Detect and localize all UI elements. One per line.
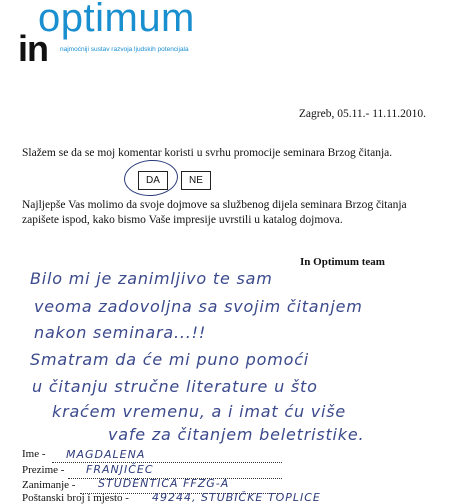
value-zanimanje[interactable]: STUDENTICA FFZG-A	[98, 477, 230, 490]
handwritten-line: kraćem vremenu, a i imat ću više	[52, 402, 347, 421]
label-ime: Ime -	[22, 448, 46, 460]
logo-word: optimum	[38, 0, 195, 40]
date-line: Zagreb, 05.11.- 11.11.2010.	[298, 108, 426, 120]
logo-prefix: in	[18, 28, 48, 69]
choice-no-box[interactable]: NE	[181, 171, 211, 190]
handwritten-line: vafe za čitanjem beletristike.	[108, 425, 365, 444]
handwritten-line: Bilo mi je zanimljivo te sam	[30, 269, 273, 288]
logo-tagline: najmoćniji sustav razvoja ljudskih potencijala	[60, 46, 189, 53]
value-prezime[interactable]: FRANJIČEC	[86, 463, 154, 476]
team-signature: In Optimum team	[300, 256, 385, 268]
handwritten-line: Smatram da će mi puno pomoći	[30, 350, 310, 369]
handwritten-line: nakon seminara...!!	[34, 323, 207, 342]
handwritten-line: veoma zadovoljna sa svojim čitanjem	[34, 297, 363, 316]
label-zanimanje: Zanimanje -	[22, 479, 76, 491]
consent-text: Slažem se da se moj komentar koristi u svrhu promocije seminara Brzog čitanja.	[22, 147, 393, 159]
value-ime[interactable]: MAGDALENA	[66, 448, 146, 461]
label-postanski: Poštanski broj i mjesto -	[22, 492, 129, 504]
request-text: Najljepše Vas molimo da svoje dojmove sa službenog dijela seminara Brzog čitanja zapišete ispod, kako bismo Vaše impresije uvrstili u katalog dojmova.	[22, 199, 407, 226]
choice-yes-box[interactable]: DA	[138, 171, 168, 190]
optimum-logo	[18, 0, 228, 69]
handwritten-line: u čitanju stručne literature u što	[32, 377, 318, 396]
value-postanski[interactable]: 49244, STUBIČKE TOPLICE	[152, 491, 321, 504]
label-prezime: Prezime -	[22, 464, 65, 476]
